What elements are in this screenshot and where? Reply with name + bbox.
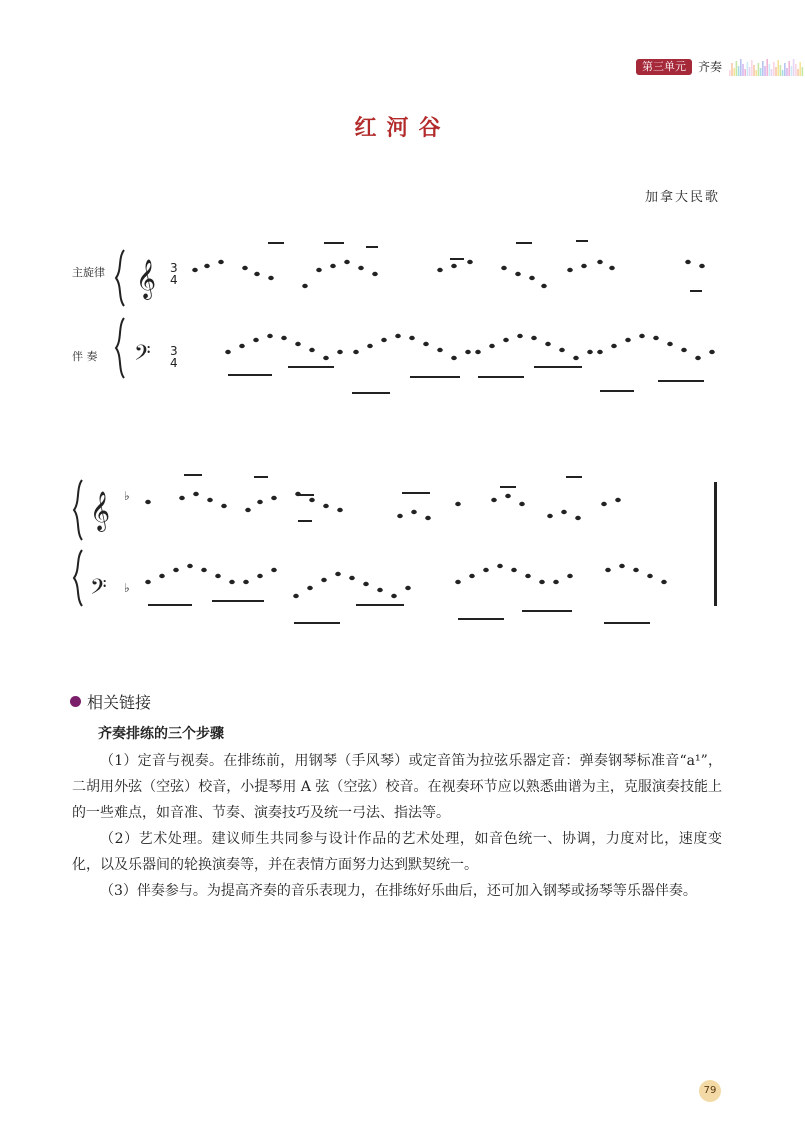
step-paragraph-3: （3）伴奏参与。为提高齐奏的音乐表现力，在排练好乐曲后，还可加入钢琴或扬琴等乐器伴奏。 xyxy=(100,883,697,899)
final-barline xyxy=(714,482,717,606)
accompaniment-note xyxy=(215,574,221,578)
ledger-line xyxy=(324,242,344,244)
accompaniment-note xyxy=(271,568,277,572)
accompaniment-note xyxy=(497,564,503,568)
ledger-line xyxy=(184,474,202,476)
accompaniment-note xyxy=(559,348,565,352)
ledger-line xyxy=(690,290,702,292)
accompaniment-note xyxy=(503,338,509,342)
accompaniment-note xyxy=(423,342,429,346)
melody-note xyxy=(597,260,603,264)
ledger-line xyxy=(366,246,378,248)
melody-note xyxy=(268,276,274,280)
accompaniment-note xyxy=(267,334,273,338)
accompaniment-note xyxy=(483,568,489,572)
melody-note xyxy=(455,502,461,506)
melody-note xyxy=(491,498,497,502)
melody-note xyxy=(541,284,547,288)
accompaniment-note xyxy=(253,338,259,342)
ledger-line xyxy=(522,610,572,612)
ledger-line xyxy=(212,600,264,602)
accompaniment-note xyxy=(597,350,603,354)
key-signature-flat-icon: ♭ xyxy=(124,489,130,503)
accompaniment-note xyxy=(229,580,235,584)
accompaniment-note xyxy=(295,342,301,346)
accompaniment-note xyxy=(517,334,523,338)
staff-label-melody: 主旋律 xyxy=(72,266,105,279)
accompaniment-note xyxy=(173,568,179,572)
melody-note xyxy=(567,268,573,272)
melody-note xyxy=(344,260,350,264)
ledger-line xyxy=(600,390,634,392)
time-signature: 3 xyxy=(170,344,178,358)
ledger-line xyxy=(294,622,340,624)
melody-note xyxy=(372,272,378,276)
melody-note xyxy=(425,516,431,520)
accompaniment-note xyxy=(567,574,573,578)
ledger-line xyxy=(534,366,582,368)
ledger-line xyxy=(356,604,404,606)
accompaniment-note xyxy=(545,342,551,346)
accompaniment-note xyxy=(377,588,383,592)
accompaniment-note xyxy=(323,356,329,360)
accompaniment-note xyxy=(539,580,545,584)
ledger-line xyxy=(604,622,650,624)
accompaniment-note xyxy=(511,568,517,572)
brace xyxy=(116,250,124,306)
accompaniment-note xyxy=(587,350,593,354)
time-signature: 4 xyxy=(170,273,178,287)
melody-note xyxy=(207,498,213,502)
staff-label-accompaniment: 伴 奏 xyxy=(72,350,98,363)
melody-note xyxy=(302,284,308,288)
melody-note xyxy=(257,500,263,504)
song-title: 红河谷 xyxy=(354,115,451,141)
melody-note xyxy=(192,268,198,272)
melody-note xyxy=(515,272,521,276)
page-number: 79 xyxy=(699,1080,721,1102)
accompaniment-note xyxy=(159,574,165,578)
rehearsal-steps-body xyxy=(72,748,722,904)
melody-note xyxy=(685,260,691,264)
accompaniment-note xyxy=(309,348,315,352)
melody-note xyxy=(505,494,511,498)
time-signature: 4 xyxy=(170,356,178,370)
accompaniment-note xyxy=(225,350,231,354)
accompaniment-note xyxy=(451,356,457,360)
brace xyxy=(74,480,82,540)
ledger-line xyxy=(288,366,334,368)
ledger-line xyxy=(228,374,272,376)
melody-note xyxy=(337,508,343,512)
treble-clef-icon: 𝄞 xyxy=(90,491,111,531)
ledger-line xyxy=(402,492,430,494)
accompaniment-note xyxy=(489,344,495,348)
accompaniment-note xyxy=(293,594,299,598)
accompaniment-note xyxy=(525,574,531,578)
ledger-line xyxy=(566,476,582,478)
accompaniment-note xyxy=(475,350,481,354)
step-paragraph-2: （2）艺术处理。建议师生共同参与设计作品的艺术处理，如音色统一、协调，力度对比，速度变化，以及乐器间的轮换演奏等，并在表情方面努力达到默契统一。 xyxy=(72,831,722,873)
accompaniment-note xyxy=(187,564,193,568)
accompaniment-note xyxy=(363,582,369,586)
step-paragraph-1: （1）定音与视奏。在排练前，用钢琴（手风琴）或定音笛为拉弦乐器定音：弹奏钢琴标准音“a¹”，二胡用外弦（空弦）校音，小提琴用 A 弦（空弦）校音。在视奏环节应以熟悉曲谱为主，克服演奏技能上的一些难点，如音准、节奏、演奏技巧及统一弓法、指法等。 xyxy=(72,753,722,821)
accompaniment-note xyxy=(695,356,701,360)
melody-note xyxy=(316,268,322,272)
melody-note xyxy=(221,504,227,508)
bass-clef-icon: 𝄢 xyxy=(134,341,151,371)
melody-note xyxy=(575,516,581,520)
accompaniment-note xyxy=(455,580,461,584)
melody-note xyxy=(323,504,329,508)
melody-note xyxy=(501,266,507,270)
melody-note xyxy=(245,508,251,512)
accompaniment-note xyxy=(321,578,327,582)
ledger-line xyxy=(658,380,704,382)
accompaniment-note xyxy=(605,568,611,572)
accompaniment-note xyxy=(681,348,687,352)
accompaniment-note xyxy=(337,350,343,354)
unit-badge: 第三单元 xyxy=(636,59,692,75)
accompaniment-note xyxy=(647,574,653,578)
melody-note xyxy=(519,502,525,506)
melody-note xyxy=(437,268,443,272)
related-links-heading xyxy=(70,690,151,713)
melody-note xyxy=(330,264,336,268)
accompaniment-note xyxy=(335,572,341,576)
ledger-line xyxy=(268,242,284,244)
melody-note xyxy=(218,260,224,264)
time-signature: 3 xyxy=(170,261,178,275)
brace xyxy=(74,550,82,606)
melody-note xyxy=(204,264,210,268)
accompaniment-note xyxy=(531,336,537,340)
accompaniment-note xyxy=(353,350,359,354)
accompaniment-note xyxy=(625,338,631,342)
accompaniment-note xyxy=(573,356,579,360)
ledger-line xyxy=(148,604,192,606)
accompaniment-note xyxy=(381,338,387,342)
ledger-line xyxy=(478,376,524,378)
melody-note xyxy=(529,276,535,280)
melody-note xyxy=(271,496,277,500)
rehearsal-steps-heading: 齐奏排练的三个步骤 xyxy=(98,726,224,742)
key-signature-flat-icon: ♭ xyxy=(124,581,130,595)
accompaniment-note xyxy=(619,564,625,568)
melody-note xyxy=(561,510,567,514)
melody-note xyxy=(451,264,457,268)
accompaniment-note xyxy=(553,580,559,584)
melody-note xyxy=(411,510,417,514)
accompaniment-note xyxy=(653,336,659,340)
accompaniment-note xyxy=(639,334,645,338)
unit-name: 齐奏 xyxy=(698,60,723,74)
melody-note xyxy=(242,266,248,270)
melody-note xyxy=(358,266,364,270)
accompaniment-note xyxy=(709,350,715,354)
melody-note xyxy=(254,272,260,276)
bullet-icon xyxy=(70,696,81,707)
bass-clef-icon: 𝄢 xyxy=(90,575,107,605)
ledger-line xyxy=(298,494,314,496)
melody-note xyxy=(397,514,403,518)
melody-note xyxy=(145,500,151,504)
ledger-line xyxy=(410,376,460,378)
melody-note xyxy=(179,496,185,500)
melody-note xyxy=(581,264,587,268)
accompaniment-note xyxy=(667,342,673,346)
accompaniment-note xyxy=(465,350,471,354)
melody-note xyxy=(193,492,199,496)
accompaniment-note xyxy=(405,586,411,590)
melody-note xyxy=(615,498,621,502)
accompaniment-note xyxy=(201,568,207,572)
accompaniment-note xyxy=(243,580,249,584)
related-links-title: 相关链接 xyxy=(87,693,152,712)
ledger-line xyxy=(298,520,312,522)
accompaniment-note xyxy=(239,344,245,348)
song-attribution: 加拿大民歌 xyxy=(644,190,720,205)
accompaniment-note xyxy=(437,348,443,352)
melody-note xyxy=(609,266,615,270)
melody-note xyxy=(309,498,315,502)
accompaniment-note xyxy=(633,568,639,572)
accompaniment-note xyxy=(367,344,373,348)
accompaniment-note xyxy=(395,334,401,338)
melody-note xyxy=(601,502,607,506)
ledger-line xyxy=(352,392,390,394)
accompaniment-note xyxy=(409,336,415,340)
ledger-line xyxy=(516,242,532,244)
accompaniment-note xyxy=(257,574,263,578)
melody-note xyxy=(699,264,705,268)
accompaniment-note xyxy=(469,574,475,578)
melody-note xyxy=(467,260,473,264)
melody-note xyxy=(547,514,553,518)
accompaniment-note xyxy=(145,580,151,584)
accompaniment-note xyxy=(307,586,313,590)
ledger-line xyxy=(576,240,588,242)
accompaniment-note xyxy=(661,580,667,584)
ledger-line xyxy=(458,618,504,620)
ledger-line xyxy=(500,486,516,488)
ledger-line xyxy=(450,258,464,260)
treble-clef-icon: 𝄞 xyxy=(136,259,157,299)
ledger-line xyxy=(254,476,268,478)
brace xyxy=(116,318,124,378)
accompaniment-note xyxy=(281,336,287,340)
accompaniment-note xyxy=(391,594,397,598)
accompaniment-note xyxy=(349,576,355,580)
accompaniment-note xyxy=(611,344,617,348)
